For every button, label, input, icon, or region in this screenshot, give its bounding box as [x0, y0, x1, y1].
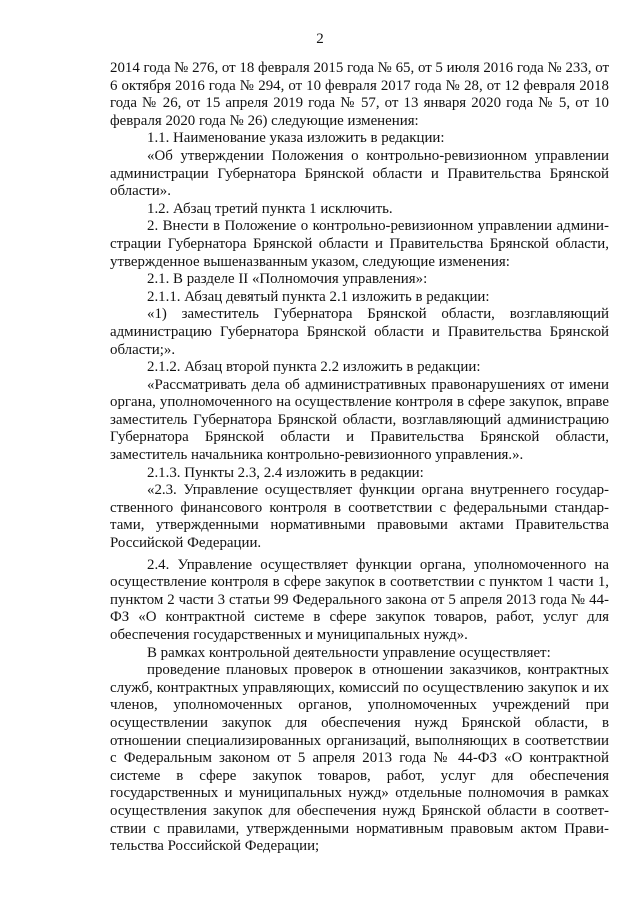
paragraph-2-3-text: «2.3. Управление осуществляет функции органа внутреннего государственного финансового контроля в соответствии с федеральными стандартами, утвержденными нормативными правовыми актами Правительства Российской Федерации.: [110, 482, 609, 552]
paragraph-1-1: 1.1. Наименование указа изложить в редакции:: [147, 130, 445, 147]
paragraph-2-1: 2.1. В разделе II «Полномочия управления»:: [147, 271, 428, 288]
paragraph-planned-inspections: проведение плановых проверок в отношении заказчиков, контрактных служб, контрактных управляющих, комиссий по осуществлению закупок и их членов, уполномоченных органов, уполномоченных учреждений при осуществлении закупок для обеспечения нужд Брянской области, в отношении специализированных организаций, выполняющих в соответствии с Федеральным законом от 5 апреля 2013 года № 44-ФЗ «О контрактной системе в сфере закупок товаров, работ, услуг для обеспечения государственных и муниципальных нужд» отдельные полномочия в рамках осуществления закупок для обеспечения нужд Брянской области в соответствии с правилами, утвержденными нормативным правовым актом Правительства Российской Федерации;: [110, 662, 609, 855]
paragraph-1-1-text: «Об утверждении Положения о контрольно-ревизионном управлении администрации Губернатора Брянской области и Правительства Брянской области».: [110, 147, 609, 200]
paragraph-2-1-1-text: «1) заместитель Губернатора Брянской области, возглавляющий администрацию Губернатора Брянской области и Правительства Брянской области;».: [110, 306, 609, 358]
paragraph-2-1-2: 2.1.2. Абзац второй пункта 2.2 изложить в редакции:: [147, 359, 481, 376]
paragraph-control-activity: В рамках контрольной деятельности управление осуществляет:: [147, 644, 551, 661]
paragraph-2-1-3: 2.1.3. Пункты 2.3, 2.4 изложить в редакции:: [147, 464, 424, 481]
paragraph-2-1-1: 2.1.1. Абзац девятый пункта 2.1 изложить в редакции:: [147, 288, 490, 305]
paragraph-2: 2. Внести в Положение о контрольно-ревизионном управлении администрации Губернатора Брянской области и Правительства Брянской области, утвержденное вышеназванным указом, следующие изменения:: [110, 218, 609, 270]
paragraph-2-1-2-text: «Рассматривать дела об административных правонарушениях от имени органа, уполномоченного на осуществление контроля в сфере закупок, вправе заместитель Губернатора Брянской области, возглавляющий администрацию Губернатора Брянской области и Правительства Брянской области, заместитель начальника контрольно-ревизионного управления.».: [110, 376, 609, 464]
document-body: [110, 60, 609, 856]
paragraph-amendments-intro: 2014 года № 276, от 18 февраля 2015 года № 65, от 5 июля 2016 года № 233, от 6 октября 2016 года № 294, от 10 февраля 2017 года № 28, от 12 февраля 2018 года № 26, от 15 апреля 2019 года № 57, от 13 января 2020 года № 5, от 10 февраля 2020 года № 26) следующие изменения:: [110, 60, 609, 129]
page-number: 2: [316, 31, 324, 47]
paragraph-1-2: 1.2. Абзац третий пункта 1 исключить.: [147, 200, 393, 217]
paragraph-2-4-text: 2.4. Управление осуществляет функции органа, уполномоченного на осуществление контроля в сфере закупок в соответствии с пунктом 1 части 1, пунктом 2 части 3 статьи 99 Федерального закона от 5 апреля 2013 года № 44-ФЗ «О контрактной системе в сфере закупок товаров, работ, услуг для обеспечения государственных и муниципальных нужд».: [110, 556, 609, 643]
